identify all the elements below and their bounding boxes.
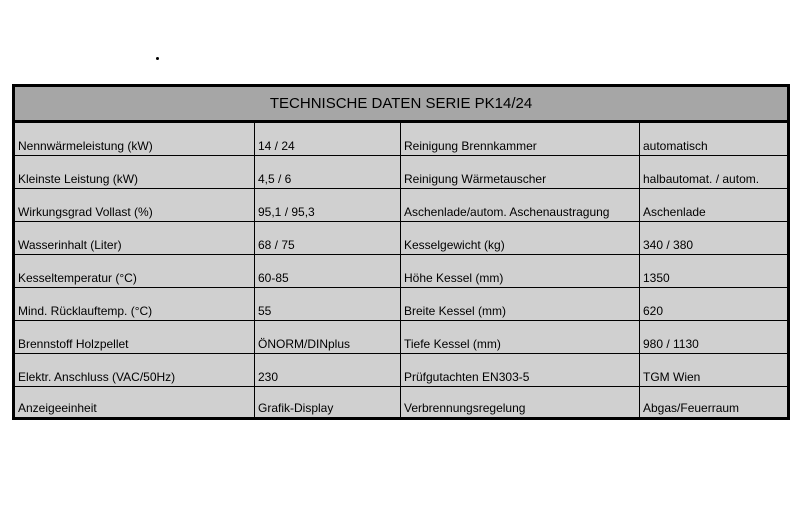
property-value: 340 / 380 [640,222,789,255]
property-value: 55 [255,288,401,321]
property-value: 68 / 75 [255,222,401,255]
property-value: ÖNORM/DINplus [255,321,401,354]
property-label: Reinigung Brennkammer [401,122,640,156]
table-row [14,255,789,288]
property-value: Grafik-Display [255,387,401,419]
property-label: Tiefe Kessel (mm) [401,321,640,354]
property-value: Abgas/Feuerraum [640,387,789,419]
property-value: 230 [255,354,401,387]
property-label: Kesseltemperatur (°C) [14,255,255,288]
property-label: Wasserinhalt (Liter) [14,222,255,255]
property-label: Brennstoff Holzpellet [14,321,255,354]
property-label: Anzeigeeinheit [14,387,255,419]
property-value: 4,5 / 6 [255,156,401,189]
property-label: Kesselgewicht (kg) [401,222,640,255]
property-label: Verbrennungsregelung [401,387,640,419]
table-row [14,387,789,419]
property-label: Mind. Rücklauftemp. (°C) [14,288,255,321]
property-label: Reinigung Wärmetauscher [401,156,640,189]
property-value: 1350 [640,255,789,288]
table-row [14,189,789,222]
property-value: automatisch [640,122,789,156]
table-title: TECHNISCHE DATEN SERIE PK14/24 [14,86,789,122]
property-value: 60-85 [255,255,401,288]
property-value: Aschenlade [640,189,789,222]
property-label: Aschenlade/autom. Aschenaustragung [401,189,640,222]
property-value: 95,1 / 95,3 [255,189,401,222]
stray-dot [156,57,159,60]
table-row [14,288,789,321]
property-label: Höhe Kessel (mm) [401,255,640,288]
property-label: Nennwärmeleistung (kW) [14,122,255,156]
technical-data-table [12,84,790,420]
property-value: 980 / 1130 [640,321,789,354]
property-label: Elektr. Anschluss (VAC/50Hz) [14,354,255,387]
table-row [14,321,789,354]
property-label: Wirkungsgrad Vollast (%) [14,189,255,222]
table-row [14,354,789,387]
table-row [14,156,789,189]
table-row [14,222,789,255]
property-label: Breite Kessel (mm) [401,288,640,321]
property-value: TGM Wien [640,354,789,387]
property-value: 620 [640,288,789,321]
property-value: 14 / 24 [255,122,401,156]
property-label: Prüfgutachten EN303-5 [401,354,640,387]
table-row [14,122,789,156]
property-label: Kleinste Leistung (kW) [14,156,255,189]
property-value: halbautomat. / autom. [640,156,789,189]
